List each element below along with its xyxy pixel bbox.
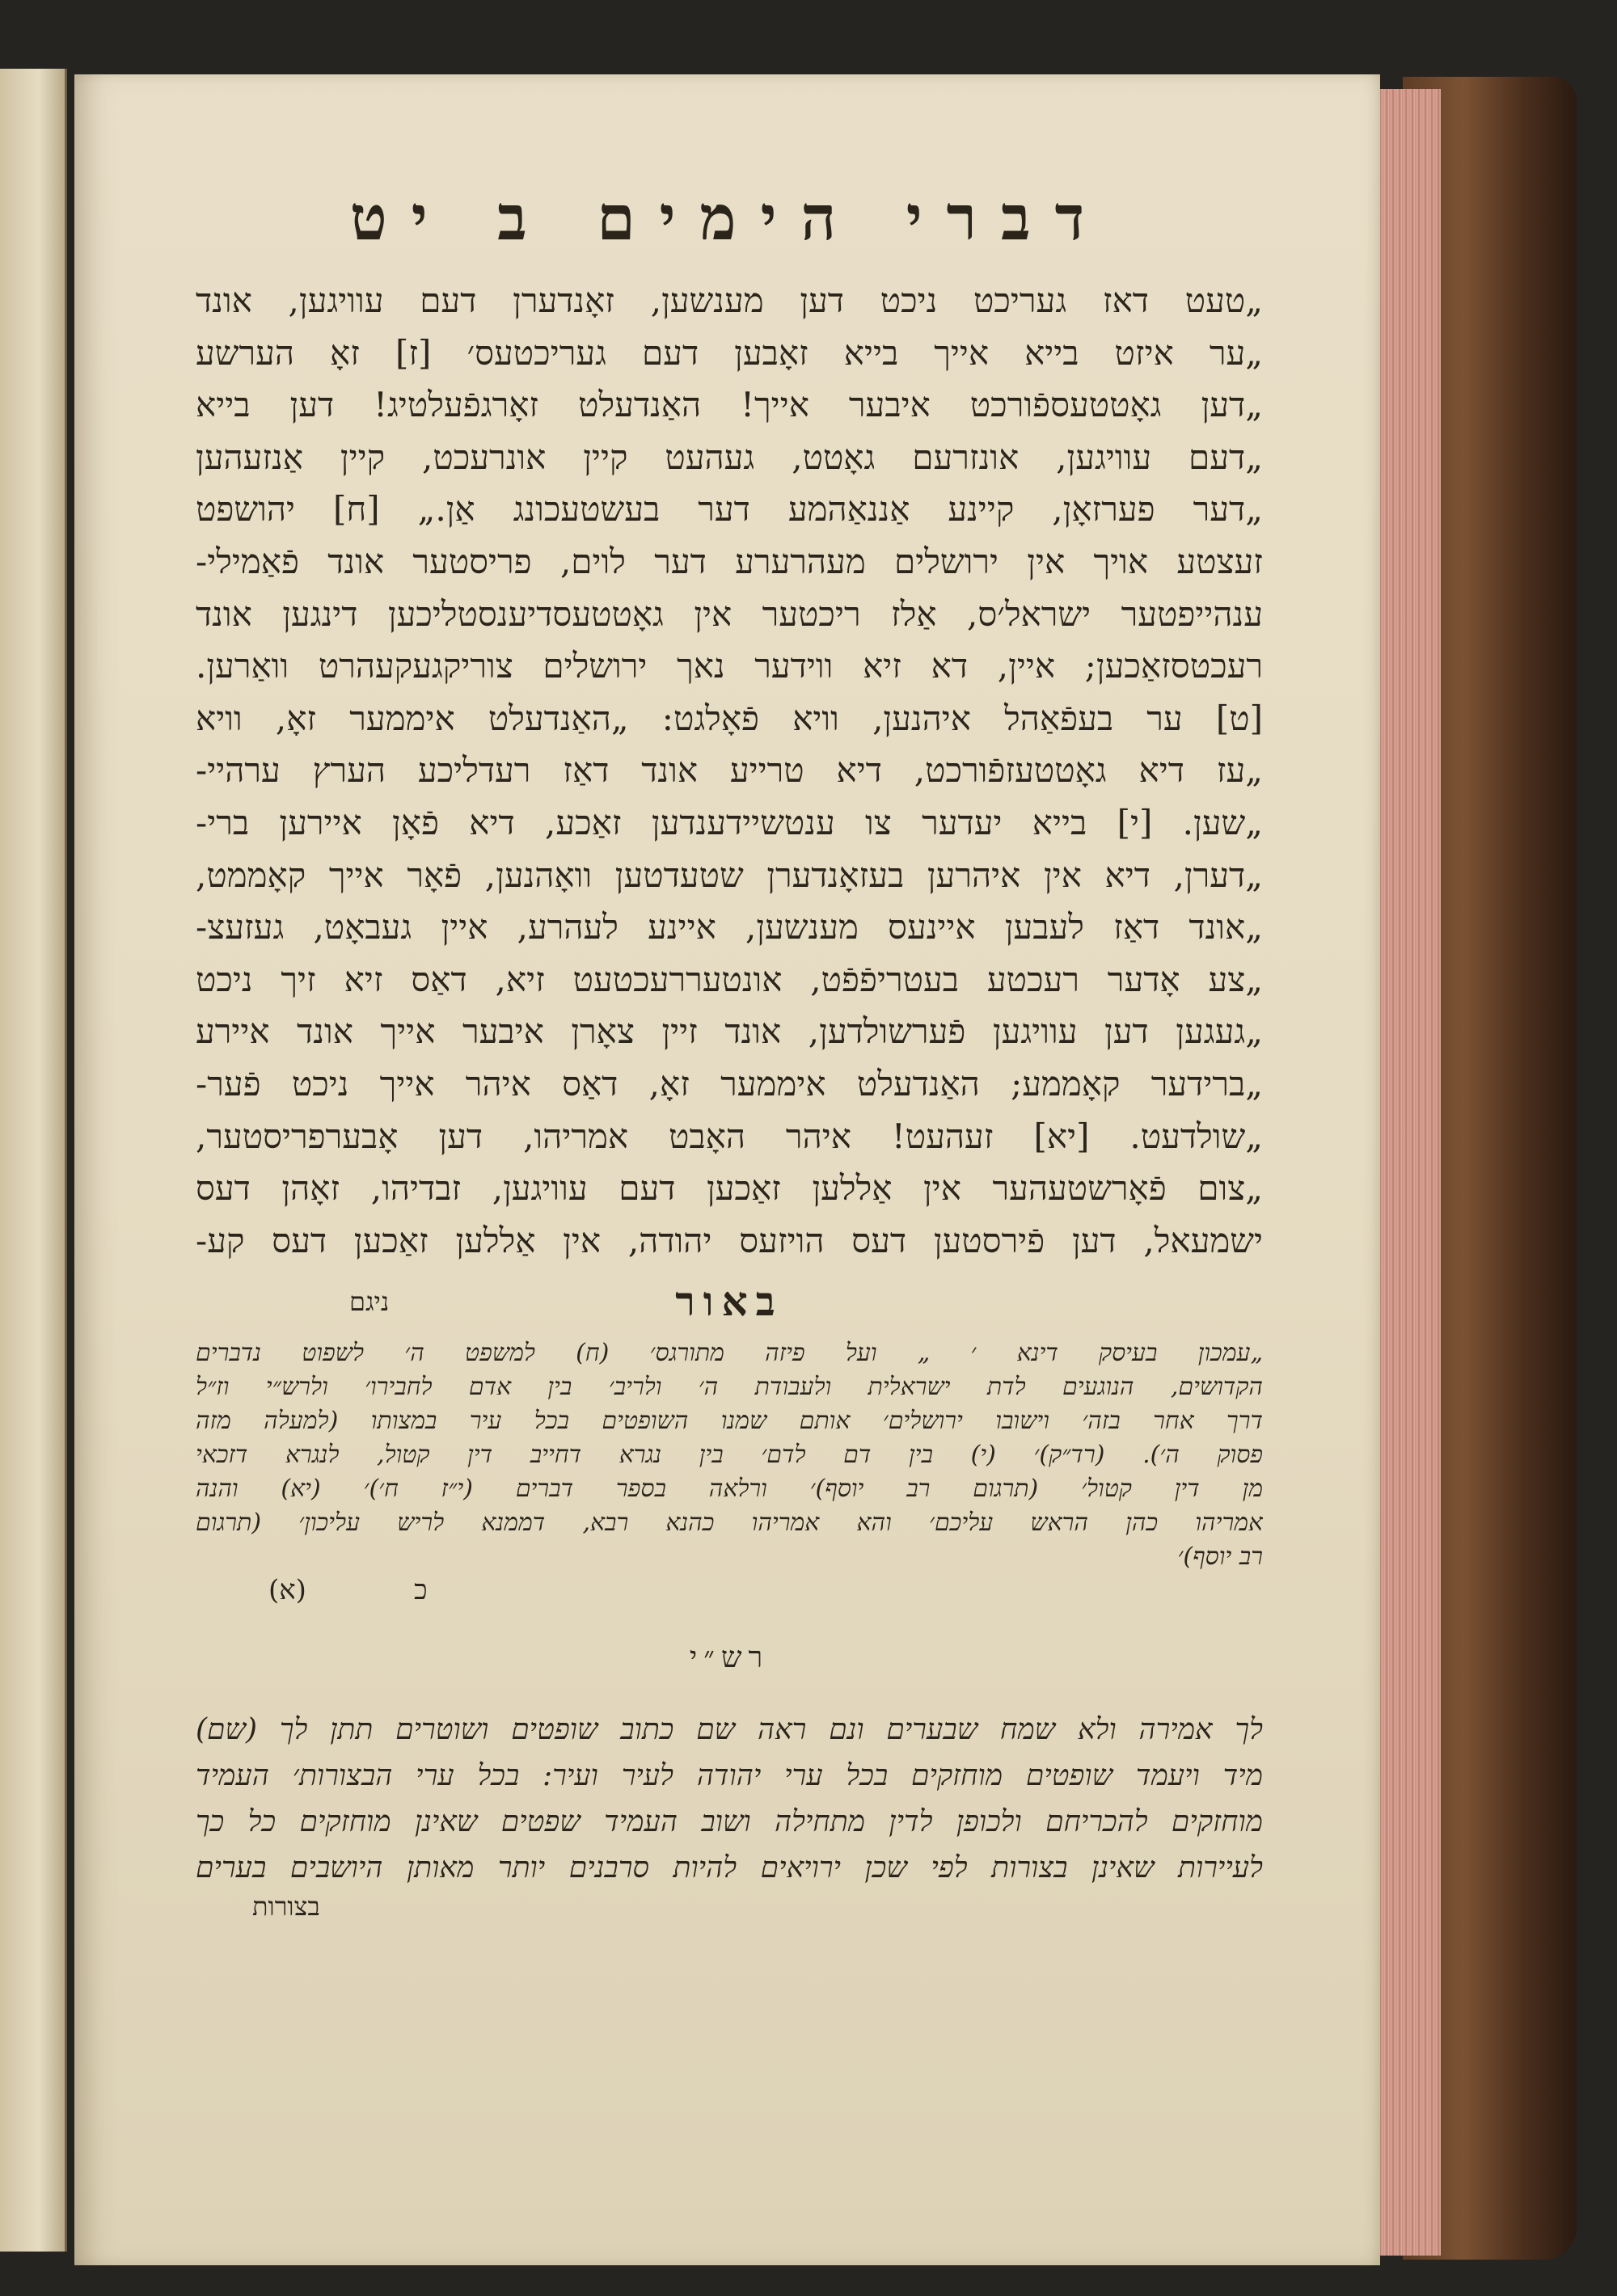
main-text-line: ישמעאל, דען פֿירסטען דעס הויזעס יהודה, אין אַללען זאַכען דעס קע- [196,1220,1263,1260]
rashi-heading: רש״י [689,1641,770,1675]
rashi-line: מוחזקים להכריחם ולכופן לדין מתחילה ושוב העמיד שפטים שאינן מוחזקים כל כך [196,1805,1263,1839]
left-page-edge [0,69,67,2252]
rashi-line: לך אמירה ולא שמח שבערים ונם ראה שם כתוב שופטים ושוטרים תתן לך (שם) [196,1713,1263,1747]
biur-line: „עמכון בעיסק דינא ׳ „ ועל פיזה מתורגס׳ (ח) למשפט ה׳ לשפוט נדברים [196,1339,1263,1368]
footer-catchword [196,1891,1263,1931]
main-text-line: „דען גאָטטעספֿורכט איבער אייך! האַנדעלט זאָרגפֿעלטיג! דען בייא [196,385,1263,425]
main-text-line: „שולדעט. [יא] זעהעט! איהר האָבט אמריהו, דען אָבערפריסטער, [196,1116,1263,1156]
main-text-line: ענהייפטער ישראל׳ס, אַלז ריכטער אין גאָטטעסדיענסטליכען דינגען אונד [196,593,1263,634]
biur-heading: באור [675,1277,783,1326]
biur-line: אמריהו כהן הראש עליכם׳ והא אמריהו כהנא רבא, דממנא לריש עליכון׳ (תרגום [196,1509,1263,1538]
main-text-line: „געגען דען עוויגען פֿערשולדען, אונד זיין צאָרן איבער אייך אונד איירע [196,1011,1263,1052]
main-text-line: „שען. [י] בייא יעדער צו ענטשיידענדען זאַכע, דיא פֿאָן איירען ברי- [196,802,1263,842]
book-page [74,74,1380,2265]
main-text-line: „דערן, דיא אין איהרען בעזאָנדערן שטעדטען וואָהנען, פֿאָר אייך קאָממט, [196,855,1263,895]
biur-line: רב יוסף)׳ [1177,1543,1263,1572]
main-text-line: „עז דיא גאָטטעזפֿורכט, דיא טרייע אונד דאַז רעדליכע הערץ ערהיי- [196,750,1263,791]
main-text-line: זעצטע אויך אין ירושלים מעהרערע דער לוים, פריסטער אונד פֿאַמילי- [196,541,1263,581]
main-text-line: [ט] ער בעפֿאַהל איהנען, וויא פֿאָלגט: „האַנדעלט איממער זאָ, וויא [196,698,1263,738]
biur-commentary [196,1336,1263,1574]
signature-mark: כ [414,1574,428,1607]
rashi-catchword: בצורות [252,1891,320,1922]
rashi-line: לעיירות שאינן בצורות לפי שכן ירויאים להיות סרבנים יותר מאותן היושבים בערים [196,1851,1263,1885]
main-text-line: „טעט דאז געריכט ניכט דען מענשען, זאָנדערן דעם עוויגען, אונד [196,281,1263,320]
page-content [196,179,1263,1931]
rashi-commentary [196,1707,1263,1891]
main-text-line: רעכטסזאַכען; איין, דא זיא ווידער נאך ירושלים צוריקגעקעהרט וואַרען. [196,646,1263,686]
main-text-line: „ער איזט בייא אייך בייא זאָבען דעם געריכטעס׳ [ז] זאָ הערשע [196,332,1263,373]
biur-line: מן דין קטול׳ (תרגום רב יוסף)׳ ורלאה בספר דברים (י״ז ח׳)׳ (יא) והנה [196,1475,1263,1504]
biur-line: פסוק ה׳). (רד״ק)׳ (י) בין דם לדם׳ בין נגרא דחייב דין קטול, לנגרא דזכאי [196,1441,1263,1470]
biur-line: דרך אחר בזה׳ וישובו ירושלים׳ אותם שמנו השופטים בכל עיר במצותו (למעלה מזה [196,1407,1263,1436]
main-text-line: „דער פערזאָן, קיינע אַננאַהמע דער בעשטעכונג אַן.„ [ח] יהושפט [196,489,1263,530]
signature-mark: (א) [268,1574,306,1607]
main-text [196,275,1263,1267]
biur-line: הקדושים, הנוגעים לדת ישראלית ולעבודת ה׳ ולריב׳ בין אדם לחבירו׳ ולרש״י וז״ל [196,1373,1263,1402]
main-text-line: „דעם עוויגען, אונזרעם גאָטט, געהעט קיין אונרעכט, קיין אַנזעהען [196,437,1263,477]
signature-marks [196,1574,1263,1610]
main-text-line: „ברידער קאָממע; האַנדעלט איממער זאָ, דאַס איהר אייך ניכט פֿער- [196,1063,1263,1104]
main-text-line: „אונד דאַז לעבען איינעס מענשען, איינע לעהרע, איין געבאָט, געזעצ- [196,907,1263,948]
rashi-line: מיד ויעמד שופטים מוחזקים בכל ערי יהודה לעיר ועיר: בכל ערי הבצורות׳ העמיד [196,1759,1263,1793]
biur-catchword: ניגם [349,1286,390,1318]
main-text-line: „צום פֿאָרשטעהער אין אַללען זאַכען דעם עוויגען, זבדיהו, זאָהן דעס [196,1168,1263,1209]
running-head: דברי הימים ב יט [349,182,1109,254]
main-text-line: „צע אָדער רעכטע בעטריפֿפֿט, אונטעררעכטעט זיא, דאַס זיא זיך ניכט [196,959,1263,999]
biur-section-head [196,1267,1263,1336]
